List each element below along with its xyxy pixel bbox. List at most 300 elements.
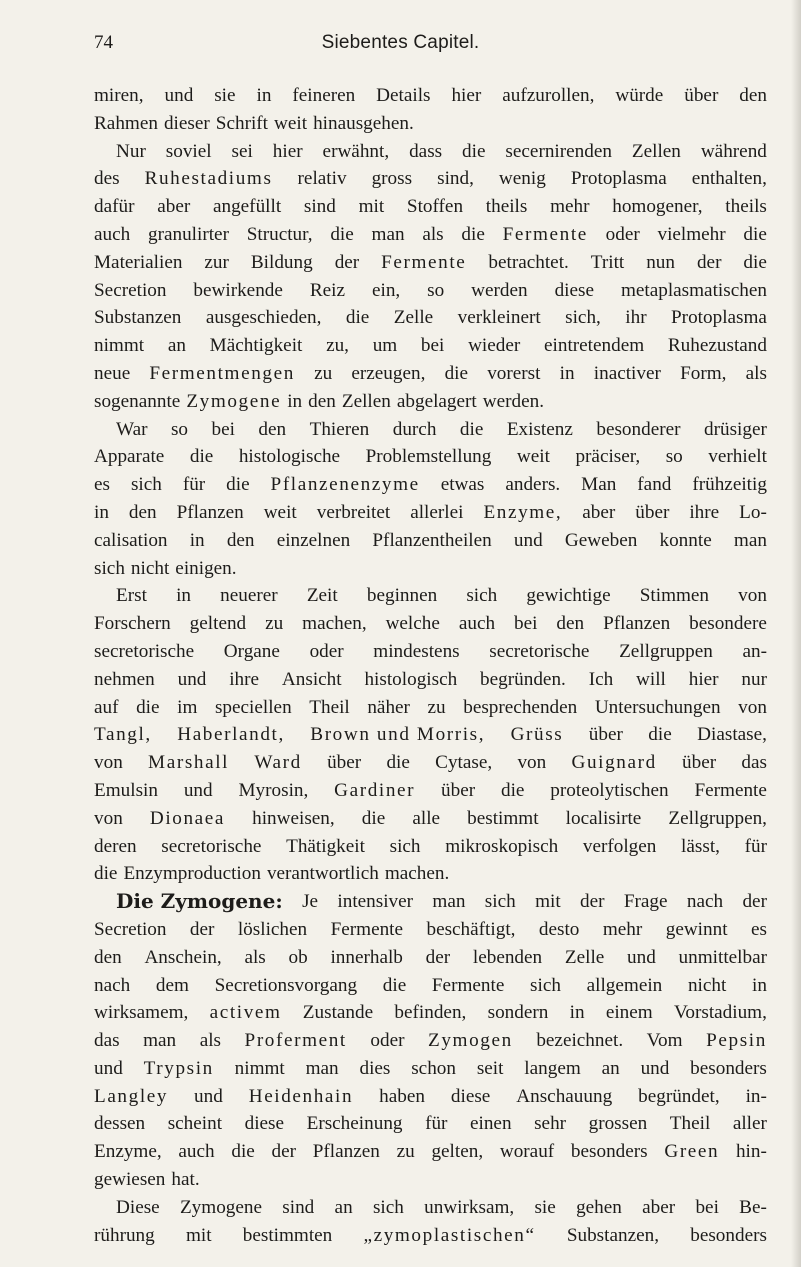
word: und [177,668,207,690]
word: den [308,390,336,412]
word: Enzymproduction [123,863,261,885]
word: Enzyme, [483,501,563,523]
word: Lo- [739,501,767,523]
word: Erst [116,585,147,607]
word: auch [458,613,496,635]
word: in- [745,1085,767,1107]
word: die [386,752,410,774]
word: so [665,446,683,468]
word: Heidenhain [248,1085,354,1107]
word: Problemstellung [365,446,492,468]
word: an [167,335,186,357]
word: sich [466,585,498,607]
word: Anschein, [144,946,222,968]
text-line [94,749,767,777]
word: über [441,779,476,801]
word: Langley [94,1085,169,1107]
word: desto [538,918,580,940]
word: secretorische [94,640,195,662]
word: über [588,724,623,746]
word: gehen [576,1196,622,1218]
word: Ruhezustand [667,335,767,357]
text-line [94,249,767,277]
word: über [684,85,719,106]
word: sich [389,835,421,857]
word: dem [155,974,189,996]
word: secernirenden [505,140,612,162]
word: besonders [690,1224,767,1246]
word: bei [211,418,235,440]
word: sich, [565,307,601,329]
word: Frage [623,891,668,913]
word: den [128,501,157,523]
word: im [177,696,198,718]
word: einen [469,1113,512,1135]
word: von [738,585,767,607]
word: aber [582,501,616,523]
text-line [94,443,767,471]
word: des [94,168,120,190]
word: gewinnt [665,918,728,940]
text-line [94,1055,767,1083]
word: präciser, [575,446,641,468]
word: nicht [687,974,727,996]
word: an [334,1196,353,1218]
word: besonders [570,1141,648,1163]
word: von [738,696,767,718]
word: der [696,251,722,273]
word: hinweisen, [252,807,335,829]
word: Pflanzen [312,1141,380,1163]
word: Myrosin, [238,779,309,801]
word: diese [554,279,594,301]
text-line [94,805,767,833]
word: Thätigkeit [286,835,365,857]
word: hier [272,140,303,162]
text-line [94,999,767,1027]
word: mit [358,196,385,218]
word: konnte [659,529,712,551]
text-line [94,360,767,388]
word: soviel [165,140,212,162]
word: ihr [625,307,647,329]
word: zu, [326,335,349,357]
word: theils [485,196,528,218]
word: nur [741,668,767,690]
word: Man [581,474,617,496]
word: die [361,807,386,829]
word: in [189,529,205,551]
text-line [94,471,767,499]
text-line [94,1083,767,1111]
text-line [94,777,767,805]
word: nehmen [94,668,155,690]
word: begründet, [638,1085,720,1107]
word: Diese [116,1196,160,1218]
word: Emulsin [94,779,158,801]
word: Anschauung [516,1085,613,1107]
word: mehr [602,918,643,940]
word: in [287,390,303,412]
word: man [371,223,405,245]
word: die [231,1141,255,1163]
word: für [744,835,767,857]
word: homogener, [612,196,703,218]
text-line [94,277,767,305]
word: Be- [739,1196,767,1218]
word: proteolytischen [550,779,669,801]
word: wenig [498,168,546,190]
word: Fermente [431,974,505,996]
word: die [189,446,214,468]
word: die [136,696,160,718]
word: Details [376,85,431,106]
text-line [94,1222,767,1250]
word: histologische [238,446,341,468]
word: histologisch [364,668,458,690]
word: feineren [292,85,356,106]
word: sich [94,557,125,579]
word: besprechenden [463,696,578,718]
word: bezeichnet. [536,1030,624,1052]
text-line [94,916,767,944]
word: von [94,752,123,774]
word: begründen. [480,668,566,690]
word: Reiz [309,279,346,301]
word: mit [185,1224,212,1246]
word: Stimmen [639,585,710,607]
word: oder [370,1030,405,1052]
word: Enzyme, [94,1141,162,1163]
word: ein, [371,279,401,301]
word: zu [427,696,446,718]
word: man [733,529,767,551]
word: Fermente [694,779,767,801]
word: durch [392,418,437,440]
word: unmittelbar [678,946,767,968]
word: Zelle [564,946,605,968]
word: Secretion [94,918,167,940]
word: Pflanzenenzyme [270,474,420,496]
word: sondern [487,1002,549,1024]
word: über [682,752,717,774]
word: Fermente [502,223,588,245]
word: secretorische [489,640,590,662]
word: die [459,418,484,440]
word: Fermentmengen [149,362,295,384]
word: der [189,918,215,940]
word: Tangl, [94,724,152,746]
text-line [94,82,767,110]
word: sie [214,85,236,106]
body-text [94,82,767,1249]
word: abgelagert [396,390,477,412]
word: von [94,807,123,829]
word: innerhalb [330,946,403,968]
word: Substanzen, [566,1224,660,1246]
word: nach [94,974,131,996]
word: alle [412,807,441,829]
word: einigen. [175,557,237,579]
word: Pflanzentheilen [372,529,492,551]
text-line [94,388,767,416]
word: in [256,85,272,106]
word: intensiver [337,891,414,913]
word: Ward [254,752,302,774]
word: vielmehr [657,223,726,245]
word: als [199,1030,222,1052]
word: Zellen [341,390,391,412]
word: Pepsin [706,1030,767,1052]
word: der [742,891,767,913]
word: um [372,335,398,357]
word: Secretionsvorgang [214,974,358,996]
word: besondere [689,613,767,635]
word: gelten, [431,1141,484,1163]
word: will [636,668,666,690]
word: hier [688,668,719,690]
text-line [94,193,767,221]
word: worauf [499,1141,555,1163]
text-line [94,610,767,638]
word: langem [524,1057,581,1079]
word: grossen [588,1113,648,1135]
word: nach [686,891,724,913]
word: Haberlandt, [177,724,285,746]
word: Guignard [571,752,657,774]
word: mit [535,891,561,913]
word: so [427,279,445,301]
word: weit [263,501,297,523]
word: Trypsin [143,1057,214,1079]
word: während [700,140,767,162]
word: Tritt [590,251,625,273]
word: Zustande [302,1002,374,1024]
word: mindestens [373,640,460,662]
word: als [244,946,266,968]
word: und [164,85,194,106]
word: scheint [167,1113,223,1135]
word: Theil [669,1113,711,1135]
word: sind, [437,168,474,190]
word: auf [94,696,119,718]
word: aufzurollen, [502,85,595,106]
word: an [601,1057,620,1079]
word: anders. [505,474,561,496]
word: dass [409,140,443,162]
text-line [94,666,767,694]
word: Protoplasma [671,307,767,329]
word: das [741,752,767,774]
word: calisation [94,529,168,551]
word: Ruhestadiums [144,168,273,190]
word: secretorische [161,835,262,857]
word: Existenz [506,418,573,440]
word: den [739,85,767,106]
word: bestimmt [467,807,539,829]
word: den [94,946,122,968]
word: gewiesen [94,1169,166,1191]
word: bei [695,1196,719,1218]
word: Diastase, [697,724,767,746]
word: die [648,724,672,746]
word: enthalten, [691,168,767,190]
word: aller [732,1113,767,1135]
word: den [556,613,585,635]
word: Brown und Morris, [310,724,486,746]
text-line [94,527,767,555]
word: in [559,362,575,384]
text-line [94,165,767,193]
word: War [116,418,148,440]
text-line [94,888,767,916]
word: gewichtige [526,585,611,607]
word: Forschern [94,613,171,635]
word: oder [309,640,344,662]
word: Zymogen [428,1030,513,1052]
word: localisirte [565,807,642,829]
word: dies [359,1057,391,1079]
word: dessen [94,1113,146,1135]
word: und [640,1057,670,1079]
text-line [94,860,767,888]
word: hinausgehen. [313,112,414,134]
text-line [94,1194,767,1222]
word: Fermente [381,251,467,273]
word: beginnen [366,585,438,607]
word: fand [637,474,672,496]
word: an- [742,640,767,662]
text-line [94,944,767,972]
word: bei [514,613,538,635]
word: in [569,1002,585,1024]
word: den [226,529,255,551]
word: Proferment [244,1030,347,1052]
word: Grüss [510,724,564,746]
word: hat. [171,1169,200,1191]
page-edge-shadow [791,0,801,1267]
word: zu [314,362,333,384]
word: aber [642,1196,676,1218]
page-number: 74 [94,32,113,53]
word: Substanzen [94,307,182,329]
word: man [432,891,466,913]
word: rührung [94,1224,155,1246]
word: ob [288,946,308,968]
word: der [425,946,451,968]
word: und [194,1085,223,1107]
word: Zymogene [186,390,282,412]
word: über [635,501,670,523]
word: seit [476,1057,504,1079]
word: weit [274,112,308,134]
word: sich [372,1196,404,1218]
word: Erscheinung [306,1113,403,1135]
text-line [94,304,767,332]
word: allerlei [410,501,464,523]
word: würde [615,85,664,106]
word: lässt, [681,835,720,857]
word: ihre [689,501,720,523]
word: die [330,223,354,245]
word: drüsiger [704,418,767,440]
word: die [94,863,118,885]
word: Fermente [330,918,404,940]
word: Materialien [94,251,183,273]
word: eintretendem [544,335,645,357]
word: ihre [229,668,260,690]
word: nimmt [234,1057,285,1079]
page-header [0,32,801,62]
word: Vom [646,1030,683,1052]
word: angefüllt [212,196,282,218]
word: die [461,223,485,245]
word: Apparate [94,446,165,468]
word: Ansicht [281,668,342,690]
word: nimmt [94,335,145,357]
word: Je [302,891,319,913]
text-line [94,221,767,249]
word: erzeugen, [351,362,426,384]
word: Green [664,1141,720,1163]
word: neuerer [220,585,278,607]
word: Gardiner [334,779,416,801]
text-line [94,1110,767,1138]
text-line [94,555,767,583]
word: die [500,779,525,801]
word: die [382,974,407,996]
word: Zymogene [179,1196,263,1218]
word: Form, [680,362,727,384]
word: Rahmen [94,112,158,134]
word: Vorstadium, [673,1002,767,1024]
text-line [94,972,767,1000]
word: hier [451,85,482,106]
word: sei [231,140,253,162]
word: sich [484,891,516,913]
word: auch [94,223,131,245]
word: sind [303,196,336,218]
word: über [327,752,362,774]
word: betrachtet. [488,251,569,273]
word: wieder [468,335,521,357]
word: und [183,779,213,801]
text-line [94,1138,767,1166]
text-line [94,416,767,444]
text-line [94,499,767,527]
word: die [743,251,767,273]
word: werden. [482,390,545,412]
word: zu [396,1141,415,1163]
word: Ich [588,668,614,690]
word: machen, [302,613,367,635]
word: verhielt [708,446,767,468]
word: sind [282,1196,315,1218]
word: hin- [735,1141,767,1163]
word: geltend [189,613,247,635]
word: die [345,307,370,329]
word: Structur, [246,223,313,245]
word: näher [367,696,410,718]
word: es [750,918,767,940]
word: lebenden [472,946,543,968]
word: wirksamem, [94,1002,189,1024]
word: werden [471,279,528,301]
word: sehr [534,1113,567,1135]
word: verantwortlich [266,863,379,885]
word: sogenannte [94,390,181,412]
text-line [94,332,767,360]
